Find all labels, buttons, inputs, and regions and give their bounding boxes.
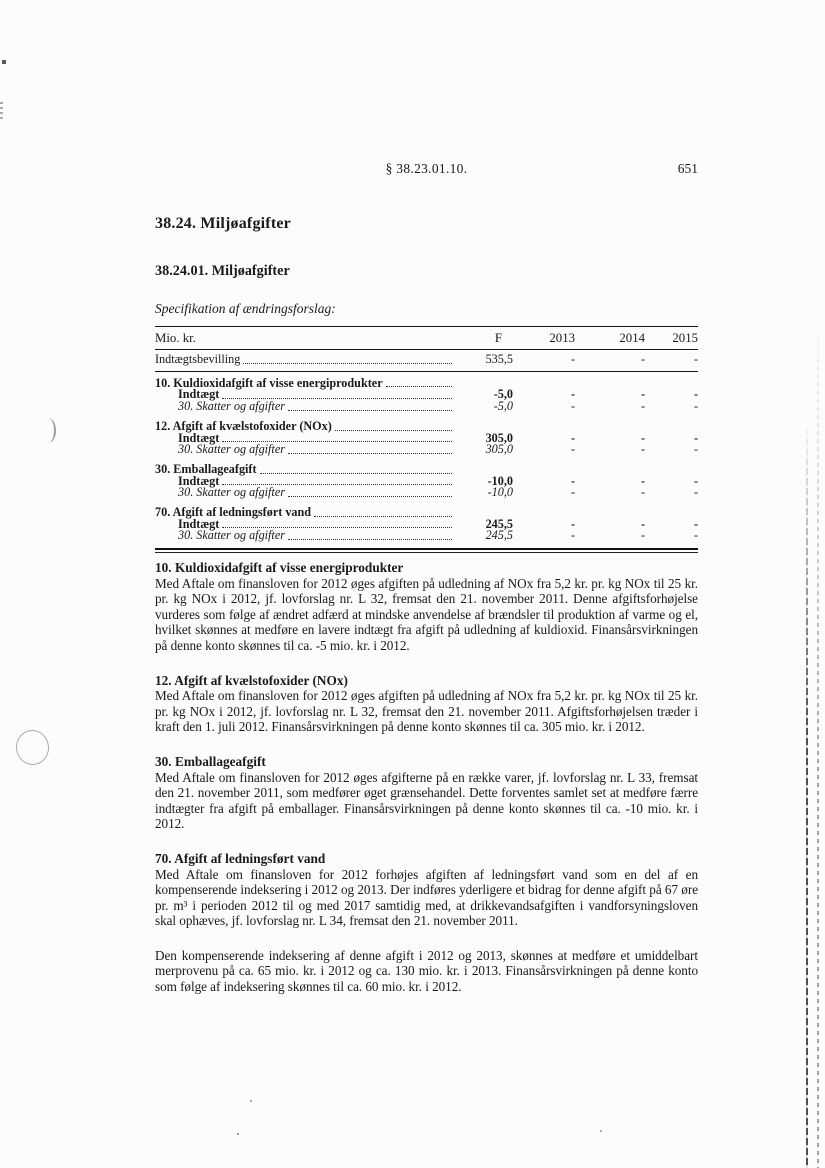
section-reference: § 38.23.01.10.: [385, 161, 468, 176]
section-body: Med Aftale om finansloven for 2012 øges afgiften på udledning af NOx fra 5,2 kr. pr. kg NOx til 25 kr. pr. kg NOx i 2012, jf. lovforslag nr. L 32, fremsat den 21. november 2011. Denne afgiftsforhøjelse vurderes som følge af ændret adfærd at mindske anvendelse af brændsler til produktion af varme og el, hvilket skønnes at medføre en lavere indtægt fra afgift på udledning af kuldioxid. Finansårsvirkningen på denne konto skønnes til ca. -5 mio. kr. i 2012.: [155, 575, 698, 653]
row-value: -: [640, 473, 645, 488]
row-label: 12. Afgift af kvælstofoxider (NOx): [155, 418, 332, 433]
row-label: 30. Skatter og afgifter: [178, 528, 285, 543]
text-section: [155, 560, 698, 654]
row-value: -: [693, 352, 698, 366]
row-label: 30. Skatter og afgifter: [178, 399, 285, 414]
dotted-leader: [314, 516, 452, 517]
row-value: -: [570, 516, 575, 531]
row-value: 305,0: [485, 430, 513, 445]
row-label: Indtægt: [178, 430, 220, 445]
section-heading: 12. Afgift af kvælstofoxider (NOx): [155, 672, 348, 688]
dotted-leader: [288, 410, 452, 411]
row-value: -: [570, 430, 575, 445]
section-heading: 30. Emballageafgift: [155, 753, 266, 769]
row-value: -: [570, 399, 575, 414]
page-header: [155, 161, 698, 179]
row-value: -: [570, 485, 575, 500]
table-group: [155, 374, 698, 413]
scan-artifact-vertical-line-inner: [806, 428, 808, 1168]
row-value: -: [640, 516, 645, 531]
row-label: 30. Emballageafgift: [155, 461, 257, 476]
row-value: -: [640, 528, 645, 543]
row-value: -: [570, 352, 575, 366]
table-row: [155, 461, 698, 476]
row-value: -: [640, 352, 645, 366]
row-value: -5,0: [493, 387, 513, 402]
row-value: -: [570, 473, 575, 488]
budget-table: [155, 326, 698, 553]
scan-artifact-vertical-line-outer: [817, 335, 819, 1168]
dotted-leader: [288, 496, 452, 497]
row-value: -: [570, 442, 575, 457]
row-value: -: [570, 528, 575, 543]
row-value: -: [640, 442, 645, 457]
row-value: -: [640, 387, 645, 402]
table-bottom-rule: [155, 548, 698, 550]
row-value: 245,5: [485, 516, 513, 531]
row-label: Indtægt: [178, 516, 220, 531]
page-number: 651: [677, 161, 698, 176]
table-group: [155, 499, 698, 542]
dotted-leader: [335, 430, 452, 431]
scan-artifact-dot: [2, 60, 6, 64]
row-value: -: [693, 528, 698, 543]
scan-artifact-edge-marks: [0, 102, 3, 120]
row-value: 305,0: [485, 442, 513, 457]
table-groups: [155, 372, 698, 548]
row-label: Indtægtsbevilling: [155, 352, 241, 366]
text-section: [155, 754, 698, 832]
scan-artifact-speck: [600, 1130, 602, 1132]
scan-artifact-speck: [250, 1100, 252, 1102]
table-row: [155, 530, 698, 542]
section-body: Med Aftale om finansloven for 2012 øges afgiften på udledning af NOx fra 5,2 kr. pr. kg NOx til 25 kr. pr. kg NOx i 2012, jf. lovforslag nr. L 32, fremsat den 21. november 2011. Afgiftsforhøjelsen træder i kraft den 1. juli 2012. Finansårsvirkningen på denne konto skønnes til ca. 305 mio. kr. i 2012.: [155, 688, 698, 735]
chapter-title: 38.24. Miljøafgifter: [155, 215, 291, 232]
row-value: -: [693, 442, 698, 457]
column-label-2014: 2014: [619, 331, 645, 345]
row-label: Indtægt: [178, 473, 220, 488]
row-value: -: [640, 399, 645, 414]
row-value: 535,5: [485, 352, 513, 366]
unit-label: Mio. kr.: [155, 331, 196, 345]
section-body: Den kompenserende indeksering af denne afgift i 2012 og 2013, skønnes at medføre et umiddelbart merprovenu på ca. 65 mio. kr. i 2012 og ca. 130 mio. kr. i 2013. Finansårsvirkningen på denne konto som følge af indeksering skønnes til ca. 60 mio. kr. i 2012.: [155, 947, 698, 995]
table-group: [155, 413, 698, 456]
dotted-leader: [243, 363, 452, 364]
dotted-leader: [288, 453, 452, 454]
table-row: [155, 375, 698, 390]
scan-artifact-paren: [45, 418, 56, 443]
scan-artifact-speck: [237, 1133, 239, 1135]
row-label: 30. Skatter og afgifter: [178, 485, 285, 500]
section-heading: 10. Kuldioxidafgift af visse energiprodukter: [155, 560, 404, 575]
row-value: -: [570, 387, 575, 402]
row-label: 70. Afgift af ledningsført vand: [155, 505, 312, 520]
row-label: 30. Skatter og afgifter: [178, 442, 285, 457]
table-header-row: [155, 327, 698, 349]
dotted-leader: [288, 539, 452, 540]
column-label-f: F: [494, 331, 502, 345]
row-value: -: [693, 387, 698, 402]
table-row: [155, 444, 698, 456]
row-value: -: [693, 399, 698, 414]
text-section: [155, 851, 698, 929]
section-body: Med Aftale om finansloven for 2012 forhøjes afgiften af ledningsført vand som en del af en kompenserende indeksering i 2012 og 2013. Der indføres yderligere et bidrag for denne afgift på 67 øre pr. m³ i perioden 2012 til og med 2017 samtidig med, at drikkevandsafgiften i vandforsyningsloven skal ophæves, jf. lovforslag nr. L 34, fremsat den 21. november 2011.: [155, 866, 698, 929]
row-value: -: [693, 473, 698, 488]
row-value: -: [640, 485, 645, 500]
row-label: Indtægt: [178, 387, 220, 402]
row-value: -: [693, 516, 698, 531]
row-value: -: [693, 485, 698, 500]
sections: [155, 560, 698, 1014]
row-value: -: [640, 430, 645, 445]
dotted-leader: [386, 386, 452, 387]
table-row: [155, 507, 698, 519]
table-row: [155, 418, 698, 433]
row-value: -5,0: [493, 399, 513, 414]
column-label-2013: 2013: [549, 331, 575, 345]
section-heading: 70. Afgift af ledningsført vand: [155, 850, 326, 866]
row-value: -: [693, 430, 698, 445]
row-value: -10,0: [487, 485, 513, 500]
row-label: 10. Kuldioxidafgift af visse energiprodukter: [155, 375, 383, 390]
row-value: -10,0: [487, 473, 513, 488]
scan-artifact-circle: [14, 728, 52, 767]
row-value: 245,5: [485, 528, 513, 543]
dotted-leader: [260, 473, 452, 474]
table-row: [155, 487, 698, 499]
text-section: [155, 673, 698, 735]
table-group: [155, 456, 698, 499]
table-caption: Specifikation af ændringsforslag:: [155, 301, 336, 316]
account-title: 38.24.01. Miljøafgifter: [155, 263, 290, 279]
table-row: [155, 350, 698, 371]
table-row: [155, 401, 698, 413]
table-bottom-rule-thin: [155, 552, 698, 553]
section-body: Med Aftale om finansloven for 2012 øges afgifterne på en række varer, jf. lovforslag nr. L 33, fremsat den 21. november 2011, som medfører øget grænsehandel. Dette forventes samlet set at medføre færre indtægter fra afgift på emballager. Finansårsvirkningen på denne konto skønnes til ca. -10 mio. kr. i 2012.: [155, 769, 698, 832]
text-section: [155, 948, 698, 995]
column-label-2015: 2015: [672, 331, 698, 345]
